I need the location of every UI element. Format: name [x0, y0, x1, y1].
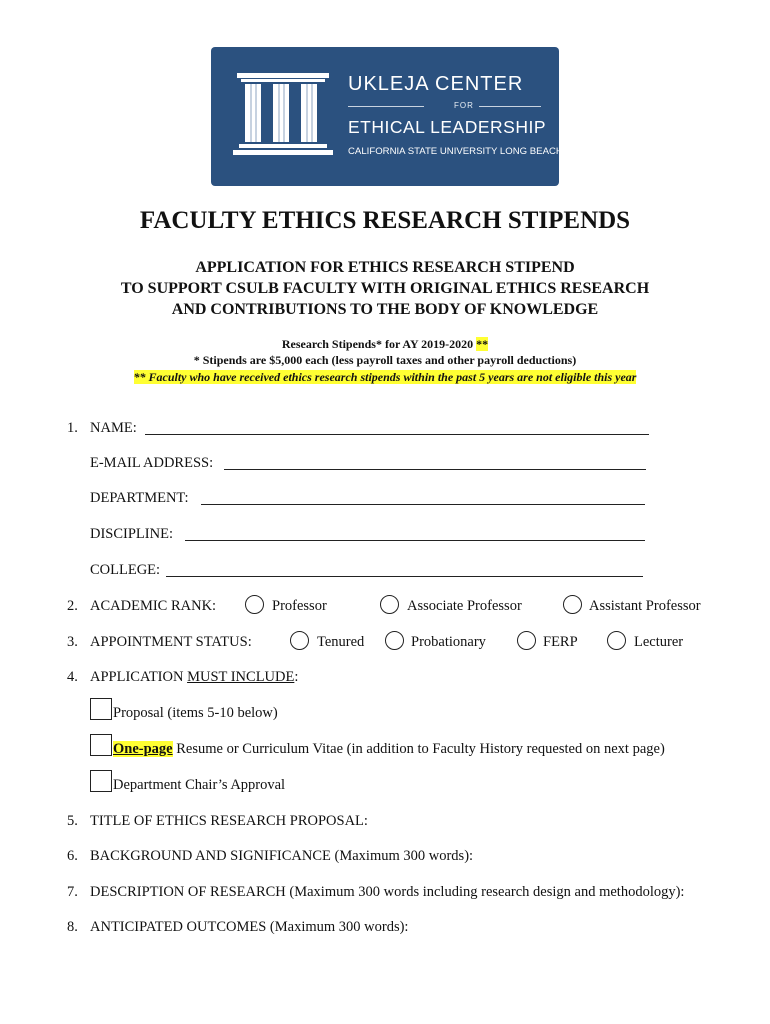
resume-label	[113, 741, 665, 758]
logo-rule-right	[479, 106, 541, 107]
name-label: NAME:	[90, 420, 137, 436]
status-probationary-label: Probationary	[411, 634, 486, 650]
eligibility-line	[0, 370, 770, 385]
status-probationary-radio[interactable]	[385, 631, 404, 650]
subtitle-line-2: TO SUPPORT CSULB FACULTY WITH ORIGINAL ETHICS RESEARCH	[120, 280, 650, 297]
one-page-emphasis: One-page	[113, 741, 173, 757]
department-label: DEPARTMENT:	[90, 490, 189, 506]
must-include-underlined: MUST INCLUDE	[187, 669, 295, 685]
item-number-4: 4.	[67, 669, 78, 685]
chair-approval-label: Department Chair’s Approval	[113, 777, 286, 793]
logo-line-3: ETHICAL LEADERSHIP	[348, 117, 546, 137]
amount-line: * Stipends are $5,000 each (less payroll taxes and other payroll deductions)	[193, 353, 577, 367]
email-field[interactable]	[224, 469, 646, 470]
status-ferp-radio[interactable]	[517, 631, 536, 650]
item-number-8: 8.	[67, 919, 78, 935]
proposal-checkbox[interactable]	[90, 698, 112, 720]
item-number-1: 1.	[67, 420, 78, 436]
item-number-5: 5.	[67, 813, 78, 829]
subtitle-line-3: AND CONTRIBUTIONS TO THE BODY OF KNOWLEDGE	[171, 301, 599, 318]
status-ferp-label: FERP	[543, 634, 578, 650]
item-number-3: 3.	[67, 634, 78, 650]
section-outcomes: ANTICIPATED OUTCOMES (Maximum 300 words):	[90, 919, 409, 935]
section-title-proposal: TITLE OF ETHICS RESEARCH PROPOSAL:	[90, 813, 368, 829]
proposal-label: Proposal (items 5-10 below)	[113, 705, 278, 721]
college-label: COLLEGE:	[90, 562, 161, 578]
status-lecturer-radio[interactable]	[607, 631, 626, 650]
rank-associate-radio[interactable]	[380, 595, 399, 614]
section-background: BACKGROUND AND SIGNIFICANCE (Maximum 300 words):	[90, 848, 474, 864]
item-number-2: 2.	[67, 598, 78, 614]
item-number-7: 7.	[67, 884, 78, 900]
must-include-heading	[90, 669, 298, 686]
rank-assistant-label: Assistant Professor	[589, 598, 701, 614]
subtitle-line-1: APPLICATION FOR ETHICS RESEARCH STIPEND	[195, 259, 575, 276]
stipend-text: Research Stipends* for AY 2019-2020	[281, 337, 477, 351]
stipend-mark: **	[476, 337, 489, 351]
must-include-post: :	[294, 669, 299, 685]
discipline-label: DISCIPLINE:	[90, 526, 173, 542]
department-field[interactable]	[201, 504, 645, 505]
eligibility-text: ** Faculty who have received ethics research stipends within the past 5 years are not eligible this year	[133, 370, 637, 384]
page-title: FACULTY ETHICS RESEARCH STIPENDS	[139, 207, 631, 234]
logo-line-2: FOR	[454, 101, 474, 110]
stipend-line	[0, 337, 770, 352]
rank-associate-label: Associate Professor	[407, 598, 522, 614]
college-field[interactable]	[166, 576, 643, 577]
name-field[interactable]	[145, 434, 649, 435]
logo-line-1: UKLEJA CENTER	[348, 73, 524, 95]
discipline-field[interactable]	[185, 540, 645, 541]
section-description: DESCRIPTION OF RESEARCH (Maximum 300 words including research design and methodology):	[90, 884, 685, 900]
logo-rule-left	[348, 106, 424, 107]
logo-line-4: CALIFORNIA STATE UNIVERSITY LONG BEACH	[348, 146, 563, 157]
columns-icon	[229, 69, 339, 165]
must-include-pre: APPLICATION	[90, 669, 188, 685]
resume-text: Resume or Curriculum Vitae (in addition to Faculty History requested on next page)	[172, 741, 665, 757]
rank-assistant-radio[interactable]	[563, 595, 582, 614]
chair-approval-checkbox[interactable]	[90, 770, 112, 792]
academic-rank-label: ACADEMIC RANK:	[90, 598, 217, 614]
item-number-6: 6.	[67, 848, 78, 864]
status-tenured-label: Tenured	[317, 634, 365, 650]
resume-checkbox[interactable]	[90, 734, 112, 756]
appointment-status-label: APPOINTMENT STATUS:	[90, 634, 252, 650]
email-label: E-MAIL ADDRESS:	[90, 455, 214, 471]
rank-professor-radio[interactable]	[245, 595, 264, 614]
status-lecturer-label: Lecturer	[634, 634, 684, 650]
status-tenured-radio[interactable]	[290, 631, 309, 650]
rank-professor-label: Professor	[272, 598, 327, 614]
ukleja-center-logo	[211, 47, 563, 186]
